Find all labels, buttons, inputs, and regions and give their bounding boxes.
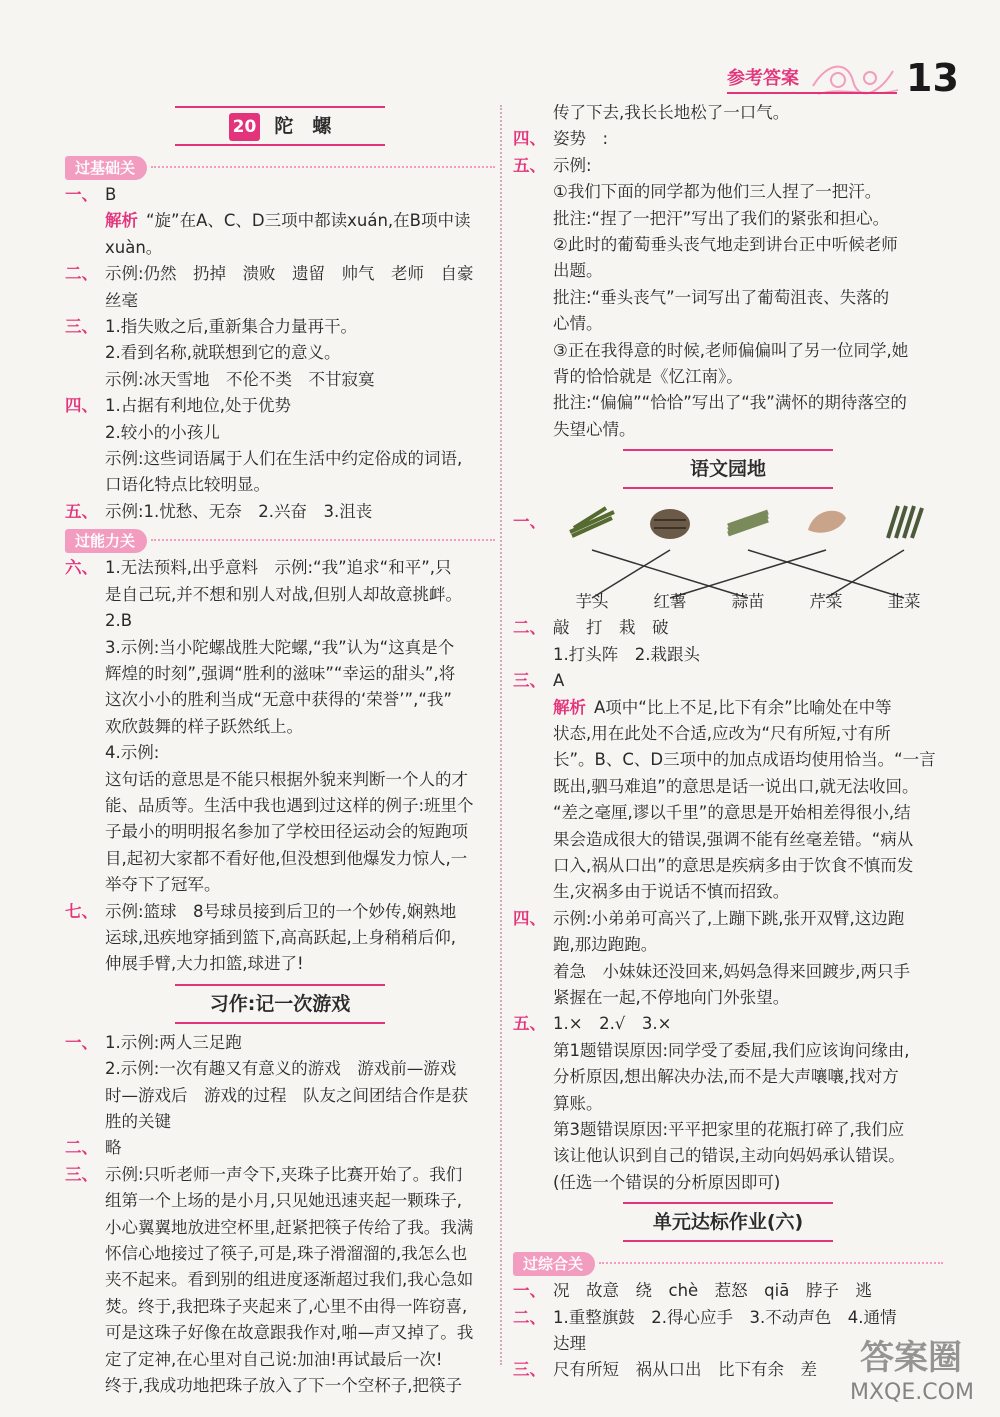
answer-text: 示例:这些词语属于人们在生活中约定俗成的词语, bbox=[105, 449, 463, 469]
answer-text: 1.指失败之后,重新集合力量再干。 bbox=[105, 317, 357, 337]
answer-line bbox=[65, 582, 495, 608]
right-block-1 bbox=[513, 100, 943, 443]
answer-line bbox=[65, 555, 495, 581]
answer-line bbox=[513, 774, 943, 800]
answer-text: 状态,用在此处不合适,应改为“尺有所短,寸有所 bbox=[553, 723, 891, 743]
answer-line bbox=[65, 1373, 495, 1399]
taro-icon bbox=[644, 502, 696, 542]
answer-line bbox=[65, 1056, 495, 1082]
answer-text: 第3题错误原因:平平把家里的花瓶打碎了,我们应 bbox=[553, 1120, 905, 1139]
question-number: 四、 bbox=[513, 908, 546, 928]
left-block-2 bbox=[65, 555, 495, 978]
answer-text: 终于,我成功地把珠子放入了下一个空杯子,把筷子 bbox=[105, 1376, 462, 1396]
answer-text: 批注:“捏了一把汗”写出了我们的紧张和担心。 bbox=[553, 208, 890, 228]
answer-text: B bbox=[105, 185, 117, 204]
answer-text: 着急 小妹妹还没回来,妈妈急得来回踱步,两只手 bbox=[553, 961, 910, 981]
answer-line bbox=[513, 285, 943, 311]
answer-line bbox=[513, 258, 943, 284]
answer-text: “旋”在A、C、D三项中都读xuán,在B项中读 bbox=[146, 211, 471, 231]
answer-line bbox=[65, 182, 495, 208]
answer-text: 夹不起来。看到别的组进度逐渐超过我们,我心急如 bbox=[105, 1270, 474, 1290]
question-number: 一、 bbox=[65, 1032, 98, 1052]
lesson-number-badge: 20 bbox=[229, 113, 261, 141]
question-number: 六、 bbox=[65, 558, 98, 578]
answer-text: 1.无法预料,出乎意料 示例:“我”追求“和平”,只 bbox=[105, 558, 452, 578]
answer-text: 是自己玩,并不想和别人对战,但别人却故意挑衅。 bbox=[105, 584, 462, 604]
page-number: 13 bbox=[906, 56, 959, 100]
answer-line bbox=[65, 846, 495, 872]
answer-line bbox=[513, 1305, 943, 1331]
answer-line bbox=[65, 235, 495, 261]
answer-line bbox=[65, 925, 495, 951]
answer-line bbox=[513, 721, 943, 747]
question-number: 一、 bbox=[65, 185, 98, 204]
question-number: 二、 bbox=[513, 1307, 546, 1327]
answer-text: 尺有所短 祸从口出 比下有余 差 bbox=[553, 1360, 817, 1380]
answer-text: 这句话的意思是不能只根据外貌来判断一个人的才 bbox=[105, 769, 468, 789]
answer-line bbox=[65, 1188, 495, 1214]
answer-text: 既出,驷马难追”的意思是话一说出口,就无法收回。 bbox=[553, 776, 919, 796]
answer-text: 可是这珠子好像在故意跟我作对,啪—声又掉了。我 bbox=[105, 1323, 474, 1343]
answer-text: 丝毫 bbox=[105, 290, 138, 310]
answer-line bbox=[65, 1347, 495, 1373]
answer-text: 子最小的明明报名参加了学校田径运动会的短跑项 bbox=[105, 822, 468, 842]
answer-line bbox=[513, 879, 943, 905]
watermark-url: MXQE.COM bbox=[850, 1380, 974, 1405]
answer-line bbox=[65, 472, 495, 498]
question-number: 四、 bbox=[65, 396, 98, 416]
answer-line bbox=[65, 340, 495, 366]
answer-line bbox=[513, 853, 943, 879]
tab-comprehensive-line bbox=[513, 1248, 943, 1278]
left-block-3 bbox=[65, 1030, 495, 1400]
header-answer-label: 参考答案 bbox=[727, 68, 799, 89]
answer-text: 况 故意 绕 chè 惹怒 qiā 脖子 逃 bbox=[553, 1281, 872, 1301]
vegetable-label: 红薯 bbox=[653, 592, 687, 612]
answer-line bbox=[65, 288, 495, 314]
answer-line bbox=[513, 1278, 943, 1304]
answer-line bbox=[65, 1083, 495, 1109]
question-number: 三、 bbox=[513, 671, 546, 691]
answer-text: 算账。 bbox=[553, 1093, 603, 1113]
answer-line bbox=[65, 661, 495, 687]
right-block-2 bbox=[513, 615, 943, 1196]
answer-line bbox=[65, 687, 495, 713]
answer-text: 这次小小的胜利当成“无意中获得的‘荣誉’”,“我” bbox=[105, 690, 452, 710]
answer-text: 伸展手臂,大力扣篮,球进了! bbox=[105, 954, 304, 974]
answer-text: 2.示例:一次有趣又有意义的游戏 游戏前—游戏 bbox=[105, 1059, 457, 1079]
answer-text: 胜的关键 bbox=[105, 1112, 171, 1131]
answer-line bbox=[65, 793, 495, 819]
answer-text: 果会造成很大的错误,强调不能有丝毫差错。“病从 bbox=[553, 829, 914, 849]
answer-text: ②此时的葡萄垂头丧气地走到讲台正中听候老师 bbox=[553, 235, 898, 255]
answer-text: 欢欣鼓舞的样子跃然纸上。 bbox=[105, 716, 303, 736]
answer-text: 2.看到名称,就联想到它的意义。 bbox=[105, 343, 341, 363]
answer-text: 达理 bbox=[553, 1334, 586, 1354]
answer-line bbox=[65, 951, 495, 977]
unit-test-title-bar bbox=[623, 1202, 833, 1242]
question-number: 二、 bbox=[65, 1138, 98, 1158]
vegetable-label: 芋头 bbox=[575, 592, 609, 612]
answer-text: 目,起初大家都不看好他,但没想到他爆发力惊人,一 bbox=[105, 848, 468, 868]
answer-text: 运球,迅疾地穿插到篮下,高高跃起,上身稍稍后仰, bbox=[105, 927, 456, 947]
answer-line bbox=[513, 100, 943, 126]
tab-comprehensive: 过综合关 bbox=[513, 1252, 595, 1276]
answer-text: (任选一个错误的分析原因即可) bbox=[553, 1172, 781, 1192]
answer-line bbox=[65, 314, 495, 340]
answer-text: 紧握在一起,不停地向门外张望。 bbox=[553, 987, 790, 1007]
vegetable-matching bbox=[513, 495, 943, 615]
answer-line bbox=[513, 179, 943, 205]
question-number: 一、 bbox=[513, 1281, 546, 1301]
answer-text: 举夺下了冠军。 bbox=[105, 875, 221, 895]
vegetable-label: 韭菜 bbox=[887, 592, 921, 612]
answer-text: 心情。 bbox=[553, 314, 603, 334]
vegetable-label: 芹菜 bbox=[809, 592, 843, 612]
garden-title-bar bbox=[623, 449, 833, 489]
answer-line bbox=[65, 714, 495, 740]
answer-text: 示例:仍然 扔掉 溃败 遗留 帅气 老师 自豪 bbox=[105, 264, 474, 284]
tab-basic: 过基础关 bbox=[65, 156, 147, 180]
answer-text: 出题。 bbox=[553, 261, 603, 281]
answer-line bbox=[65, 1109, 495, 1135]
answer-line bbox=[513, 232, 943, 258]
answer-line bbox=[65, 1135, 495, 1161]
answer-line bbox=[65, 1320, 495, 1346]
answer-line bbox=[513, 959, 943, 985]
answer-text: 敲 打 栽 破 bbox=[553, 618, 669, 638]
answer-text: 示例:1.忧愁、无奈 2.兴奋 3.沮丧 bbox=[105, 501, 373, 521]
answer-text: 背的恰恰就是《忆江南》。 bbox=[553, 367, 743, 387]
answer-line bbox=[65, 767, 495, 793]
answer-line bbox=[65, 872, 495, 898]
question-number: 四、 bbox=[513, 129, 546, 149]
analysis-label: 解析 bbox=[553, 697, 586, 717]
answer-line bbox=[513, 338, 943, 364]
answer-line bbox=[65, 740, 495, 766]
match-number: 一、 bbox=[513, 512, 546, 532]
answer-line bbox=[513, 642, 943, 668]
lesson-title: 陀 螺 bbox=[274, 115, 332, 137]
tab-ability: 过能力关 bbox=[65, 529, 147, 553]
answer-line bbox=[65, 819, 495, 845]
answer-text: 第1题错误原因:同学受了委屈,我们应该询问缘由, bbox=[553, 1040, 910, 1060]
answer-line bbox=[65, 1267, 495, 1293]
answer-line bbox=[513, 615, 943, 641]
answer-line bbox=[513, 1038, 943, 1064]
answer-line bbox=[65, 608, 495, 634]
answer-text: 批注:“垂头丧气”一词写出了葡萄沮丧、失落的 bbox=[553, 287, 890, 307]
answer-line bbox=[65, 261, 495, 287]
answer-text: 1.示例:两人三足跑 bbox=[105, 1032, 242, 1052]
answer-line bbox=[65, 1030, 495, 1056]
answer-text: 2.B bbox=[105, 611, 133, 631]
answer-line bbox=[513, 390, 943, 416]
answer-text: 示例: bbox=[553, 155, 592, 175]
answer-line bbox=[513, 126, 943, 152]
answer-text: 示例:冰天雪地 不伦不类 不甘寂寞 bbox=[105, 369, 375, 389]
lesson-title-bar bbox=[175, 106, 385, 146]
answer-text: 失望心情。 bbox=[553, 419, 636, 439]
question-number: 五、 bbox=[513, 155, 546, 175]
answer-text: 1.重整旗鼓 2.得心应手 3.不动声色 4.通情 bbox=[553, 1307, 897, 1327]
answer-line bbox=[513, 1091, 943, 1117]
celery-icon bbox=[722, 502, 774, 542]
question-number: 三、 bbox=[65, 1164, 98, 1184]
answer-text: 时—游戏后 游戏的过程 队友之间团结合作是获 bbox=[105, 1085, 468, 1105]
answer-text: xuàn。 bbox=[105, 237, 163, 257]
answer-line bbox=[65, 367, 495, 393]
vegetable-label: 蒜苗 bbox=[731, 592, 765, 612]
answer-line bbox=[513, 364, 943, 390]
answer-text: 长”。B、C、D三项中的加点成语均使用恰当。“一言 bbox=[553, 750, 936, 770]
answer-line bbox=[65, 635, 495, 661]
answer-text: “差之毫厘,谬以千里”的意思是开始相差得很小,结 bbox=[553, 803, 911, 823]
answer-line bbox=[513, 206, 943, 232]
answer-text: 辉煌的时刻”,强调“胜利的滋味”“幸运的甜头”,将 bbox=[105, 663, 456, 683]
watermark-logo: 答案圈 bbox=[860, 1338, 962, 1378]
writing-title-bar bbox=[175, 984, 385, 1024]
tab-ability-line bbox=[65, 525, 495, 555]
answer-text: 能、品质等。生活中我也遇到过这样的例子:班里个 bbox=[105, 795, 474, 815]
vegetable-labels bbox=[553, 587, 943, 617]
question-number: 七、 bbox=[65, 901, 98, 921]
answer-text: 批注:“偏偏”“恰恰”写出了“我”满怀的期待落空的 bbox=[553, 393, 907, 413]
answer-text: 小心翼翼地放进空杯里,赶紧把筷子传给了我。我满 bbox=[105, 1217, 474, 1237]
answer-line bbox=[65, 499, 495, 525]
answer-line bbox=[513, 906, 943, 932]
answer-line bbox=[513, 827, 943, 853]
answer-line bbox=[513, 747, 943, 773]
left-block-1 bbox=[65, 182, 495, 525]
answer-text: 姿势 : bbox=[553, 129, 609, 149]
answer-line bbox=[513, 932, 943, 958]
answer-text: ①我们下面的同学都为他们三人捏了一把汗。 bbox=[553, 182, 882, 202]
answer-line bbox=[65, 1215, 495, 1241]
left-column bbox=[65, 100, 495, 1399]
question-number: 五、 bbox=[513, 1014, 546, 1034]
answer-line bbox=[65, 208, 495, 234]
answer-line bbox=[65, 1241, 495, 1267]
question-number: 二、 bbox=[65, 264, 98, 284]
answer-text: 示例:只听老师一声令下,夹珠子比赛开始了。我们 bbox=[105, 1164, 463, 1184]
answer-text: 传了下去,我长长地松了一口气。 bbox=[553, 103, 790, 122]
analysis-label: 解析 bbox=[105, 211, 138, 231]
answer-text: 分析原因,想出解决办法,而不是大声嚷嚷,找对方 bbox=[553, 1067, 899, 1087]
answer-text: 定了定神,在心里对自己说:加油!再试最后一次! bbox=[105, 1349, 443, 1369]
answer-text: 1.占据有利地位,处于优势 bbox=[105, 396, 291, 416]
answer-line bbox=[513, 417, 943, 443]
right-column bbox=[513, 100, 943, 1384]
vegetable-pictures bbox=[553, 495, 943, 549]
answer-text: 该让他认识到自己的错误,主动向妈妈承认错误。 bbox=[553, 1146, 905, 1166]
answer-line bbox=[65, 1162, 495, 1188]
unit-test-title: 单元达标作业(六) bbox=[652, 1211, 804, 1234]
answer-line bbox=[513, 153, 943, 179]
chive-icon bbox=[878, 502, 930, 542]
answer-line bbox=[65, 899, 495, 925]
tab-basic-line bbox=[65, 152, 495, 182]
answer-text: 生,灾祸多由于说话不慎而招致。 bbox=[553, 882, 790, 902]
answer-line bbox=[513, 1064, 943, 1090]
question-number: 五、 bbox=[65, 501, 98, 521]
answer-text: 组第一个上场的是小月,只见她迅速夹起一颗珠子, bbox=[105, 1191, 462, 1211]
answer-text: 跑,那边跑跑。 bbox=[553, 935, 658, 955]
answer-line bbox=[513, 985, 943, 1011]
answer-line bbox=[65, 393, 495, 419]
answer-text: 示例:篮球 8号球员接到后卫的一个妙传,娴熟地 bbox=[105, 901, 457, 921]
question-number: 三、 bbox=[513, 1360, 546, 1380]
answer-text: 口语化特点比较明显。 bbox=[105, 475, 270, 495]
question-number: 二、 bbox=[513, 618, 546, 638]
answer-text: 3.示例:当小陀螺战胜大陀螺,“我”认为“这真是个 bbox=[105, 637, 455, 657]
answer-line bbox=[513, 1117, 943, 1143]
answer-line bbox=[513, 800, 943, 826]
answer-line bbox=[513, 668, 943, 694]
column-divider bbox=[500, 105, 502, 1365]
answer-text: 2.较小的小孩儿 bbox=[105, 422, 220, 442]
answer-line bbox=[65, 1294, 495, 1320]
answer-text: 口入,祸从口出”的意思是疾病多由于饮食不慎而发 bbox=[553, 855, 914, 875]
answer-line bbox=[65, 446, 495, 472]
answer-text: 4.示例: bbox=[105, 743, 160, 763]
question-number: 三、 bbox=[65, 317, 98, 337]
answer-text: 焚。终于,我把珠子夹起来了,心里不由得一阵窃喜, bbox=[105, 1296, 468, 1316]
header-rule bbox=[727, 92, 897, 94]
answer-text: A项中“比上不足,比下有余”比喻处在中等 bbox=[594, 697, 892, 717]
answer-line bbox=[513, 311, 943, 337]
answer-text: 略 bbox=[105, 1138, 122, 1158]
garden-title: 语文园地 bbox=[689, 458, 766, 481]
answer-text: 示例:小弟弟可高兴了,上蹦下跳,张开双臂,这边跑 bbox=[553, 908, 905, 928]
answer-text: ③正在我得意的时候,老师偏偏叫了另一位同学,她 bbox=[553, 340, 909, 360]
sweet-potato-icon bbox=[800, 502, 852, 542]
answer-line bbox=[513, 695, 943, 721]
answer-line bbox=[513, 1170, 943, 1196]
answer-line bbox=[513, 1011, 943, 1037]
answer-text: 1.打头阵 2.栽跟头 bbox=[553, 644, 700, 664]
answer-text: 怀信心地接过了筷子,可是,珠子滑溜溜的,我怎么也 bbox=[105, 1244, 468, 1264]
answer-text: 1.× 2.√ 3.× bbox=[553, 1014, 672, 1034]
answer-line bbox=[65, 420, 495, 446]
writing-title: 习作:记一次游戏 bbox=[209, 992, 351, 1015]
garlic-sprout-icon bbox=[566, 502, 618, 542]
answer-text: A bbox=[553, 671, 565, 691]
answer-line bbox=[513, 1143, 943, 1169]
